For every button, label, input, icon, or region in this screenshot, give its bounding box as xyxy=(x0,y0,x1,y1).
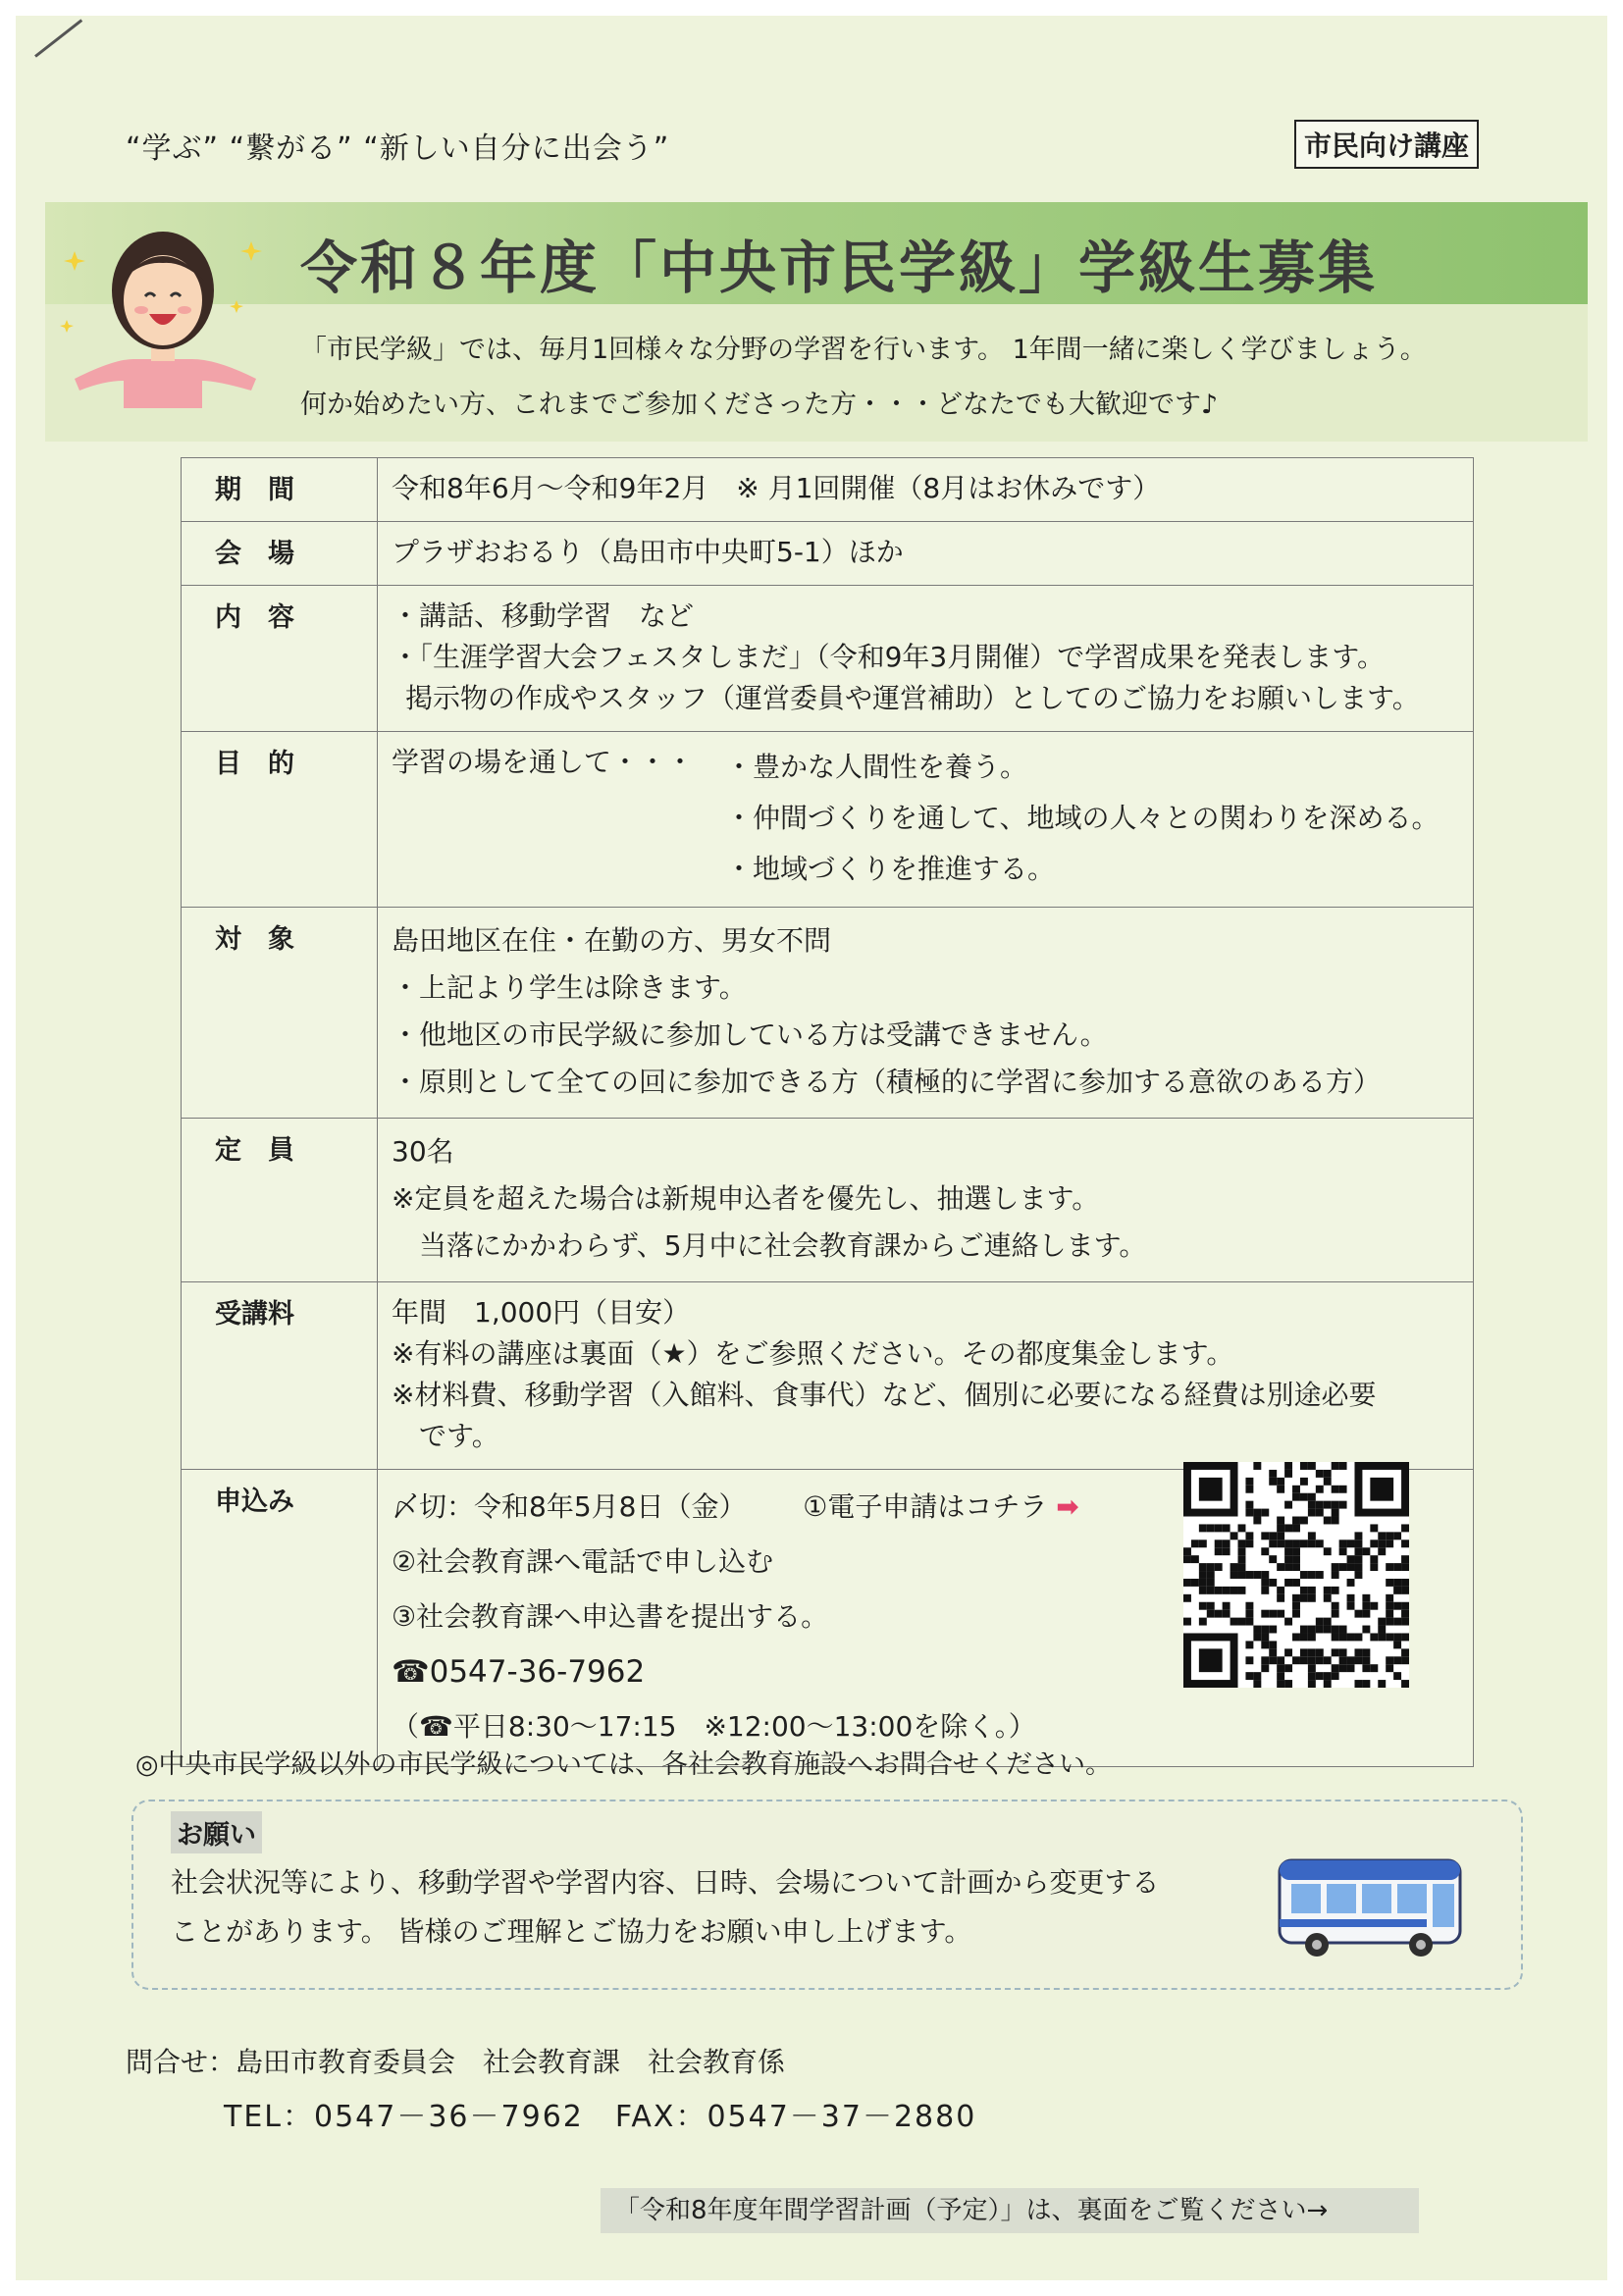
arrow-right-icon: ➡ xyxy=(1056,1490,1079,1523)
venue-text: プラザおおるり（島田市中央町5-1）ほか xyxy=(392,536,904,568)
footer-note: 「令和8年度年間学習計画（予定）」は、裏面をご覧ください→ xyxy=(601,2188,1419,2233)
label-content: 内 容 xyxy=(182,586,378,732)
target-line-2: ・上記より学生は除きます。 xyxy=(392,971,747,1004)
fee-line-2: ※有料の講座は裏面（★）をご参照ください。その都度集金します。 xyxy=(392,1337,1234,1370)
label-target: 対 象 xyxy=(182,908,378,1119)
page-title: 令和８年度「中央市民学級」学級生募集 xyxy=(300,235,1379,301)
apply-line-phone: ②社会教育課へ電話で申し込む xyxy=(392,1545,774,1578)
target-line-3: ・他地区の市民学級に参加している方は受講できません。 xyxy=(392,1018,1108,1051)
label-period: 期 間 xyxy=(182,458,378,522)
fee-line-4: です。 xyxy=(419,1420,499,1452)
fee-line-3: ※材料費、移動学習（入館料、食事代）など、個別に必要になる経費は別途必要 xyxy=(392,1379,1377,1411)
label-venue: 会 場 xyxy=(182,522,378,586)
purpose-item-1: ・豊かな人間性を養う。 xyxy=(725,751,1028,783)
purpose-lead: 学習の場を通して・・・ xyxy=(392,746,695,778)
other-classes-note: ◎中央市民学級以外の市民学級については、各社会教育施設へお問合せください。 xyxy=(135,1749,1113,1780)
capacity-line-1: 30名 xyxy=(392,1135,454,1168)
row-purpose xyxy=(182,732,1474,908)
row-target xyxy=(182,908,1474,1119)
target-line-4: ・原則として全ての回に参加できる方（積極的に学習に参加する意欲のある方） xyxy=(392,1066,1382,1098)
label-purpose: 目 的 xyxy=(182,732,378,908)
intro-line-2: 何か始めたい方、これまでご参加くださった方・・・どなたでも大歓迎です♪ xyxy=(300,390,1219,420)
apply-hours: （☎平日8:30～17:15 ※12:00～13:00を除く。） xyxy=(392,1710,1036,1743)
purpose-item-3: ・地域づくりを推進する。 xyxy=(725,853,1056,885)
period-text: 令和8年6月～令和9年2月 ※ 月1回開催（8月はお休みです） xyxy=(392,472,1161,504)
label-apply: 申込み xyxy=(182,1470,378,1767)
request-line-2: ことがあります。 皆様のご理解とご協力をお願い申し上げます。 xyxy=(171,1915,972,1948)
purpose-item-2: ・仲間づくりを通して、地域の人々との関わりを深める。 xyxy=(725,802,1440,834)
label-fee: 受講料 xyxy=(182,1282,378,1470)
content-line-2: ・「生涯学習大会フェスタしまだ」（令和9年3月開催）で学習成果を発表します。 xyxy=(392,641,1385,673)
audience-tag: 市民向け講座 xyxy=(1294,120,1479,169)
intro-line-1: 「市民学級」では、毎月1回様々な分野の学習を行います。 1年間一緒に楽しく学びましょう。 xyxy=(300,335,1427,365)
row-capacity xyxy=(182,1119,1474,1282)
apply-phone-number: ☎0547-36-7962 xyxy=(392,1654,646,1690)
slogan: “学ぶ” “繋がる” “新しい自分に出会う” xyxy=(126,131,670,166)
fee-line-1: 年間 1,000円（目安） xyxy=(392,1296,691,1329)
row-period xyxy=(182,458,1474,522)
target-line-1: 島田地区在住・在勤の方、男女不問 xyxy=(392,924,832,957)
capacity-line-3: 当落にかかわらず、5月中に社会教育課からご連絡します。 xyxy=(419,1229,1147,1262)
bus-icon xyxy=(1274,1852,1466,1960)
request-line-1: 社会状況等により、移動学習や学習内容、日時、会場について計画から変更する xyxy=(171,1866,1160,1899)
row-fee xyxy=(182,1282,1474,1470)
apply-deadline: 〆切：令和8年5月8日（金） xyxy=(392,1490,747,1523)
contact-tel-fax: TEL：0547－36－7962 FAX：0547－37－2880 xyxy=(224,2100,977,2134)
girl-illustration xyxy=(55,212,271,408)
contact-line: 問合せ：島田市教育委員会 社会教育課 社会教育係 xyxy=(126,2046,786,2078)
qr-code-icon[interactable] xyxy=(1183,1462,1409,1688)
intro-band xyxy=(45,304,1588,442)
capacity-line-2: ※定員を超えた場合は新規申込者を優先し、抽選します。 xyxy=(392,1182,1100,1215)
content-line-3: 掲示物の作成やスタッフ（運営委員や運営補助）としてのご協力をお願いします。 xyxy=(405,682,1420,714)
apply-line-form: ③社会教育課へ申込書を提出する。 xyxy=(392,1600,829,1633)
row-venue xyxy=(182,522,1474,586)
pen-mark xyxy=(34,19,82,57)
flyer-page xyxy=(16,16,1607,2280)
row-content xyxy=(182,586,1474,732)
request-title: お願い xyxy=(171,1811,262,1853)
content-line-1: ・講話、移動学習 など xyxy=(392,600,695,632)
label-capacity: 定 員 xyxy=(182,1119,378,1282)
apply-online-link[interactable]: ①電子申請はコチラ xyxy=(803,1490,1048,1523)
